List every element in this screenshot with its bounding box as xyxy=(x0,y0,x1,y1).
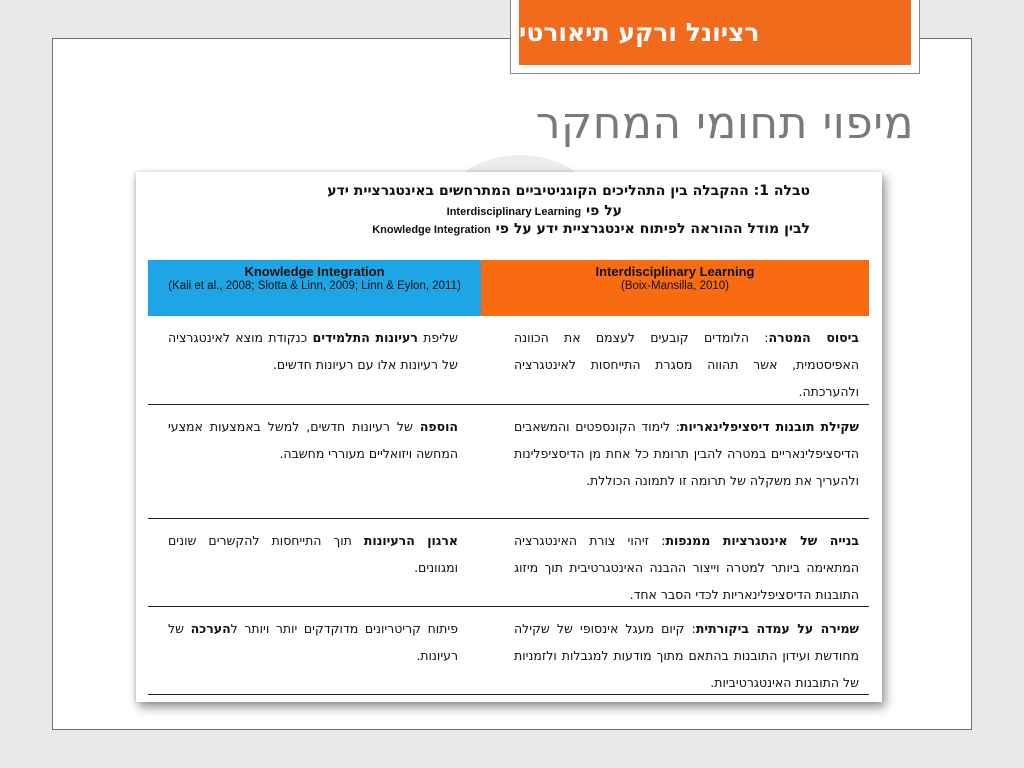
title-tab xyxy=(510,0,920,74)
table-caption-line2 xyxy=(216,204,622,218)
row-cell-right: בנייה של אינטגרציות ממנפות: זיהוי צורת האינטגרציה המתאימה ביותר למטרה וייצור ההבנה האינטגרטיבית תוך מיזוג התובנות הדיסציפלינאריות לכדי הסבר אחד. xyxy=(514,533,859,602)
caption-line2-en: Interdisciplinary Learning xyxy=(446,206,582,218)
caption-line3-he: לבין מודל ההוראה לפיתוח אינטגרציית ידע על פי xyxy=(495,221,810,237)
table-image xyxy=(136,172,882,702)
table-row xyxy=(148,405,869,519)
header-right-title: Interdisciplinary Learning xyxy=(595,264,755,279)
table-caption-line3 xyxy=(216,222,810,236)
row-cell-left: פיתוח קריטריונים מדוקדקים יותר ויותר להערכה של רעיונות. xyxy=(168,621,459,663)
header-knowledge-integration xyxy=(148,260,481,316)
caption-line2-he: על פי xyxy=(586,203,622,219)
table-row xyxy=(148,607,869,695)
table-caption-line1: טבלה 1: ההקבלה בין התהליכים הקוגניטיביים המתרחשים באינטגרציית ידע xyxy=(327,183,810,199)
header-interdisciplinary-learning xyxy=(481,260,869,316)
table-row xyxy=(148,519,869,607)
caption-line3-en: Knowledge Integration xyxy=(372,224,491,236)
row-cell-left: ארגון הרעיונות תוך התייחסות להקשרים שונים ומגוונים. xyxy=(168,533,458,575)
row-cell-left: הוספה של רעיונות חדשים, למשל באמצעות אמצעי המחשה ויזואליים מעוררי מחשבה. xyxy=(168,419,458,461)
header-left-sub: (Kali et al., 2008; Slotta & Linn, 2009; Linn & Eylon, 2011) xyxy=(168,280,461,292)
row-cell-left: שליפת רעיונות התלמידים כנקודת מוצא לאינטגרציה של רעיונות אלו עם רעיונות חדשים. xyxy=(168,330,458,372)
table-row xyxy=(148,316,869,405)
title-tab-label: רציונל ורקע תיאורטי xyxy=(519,0,911,65)
header-right-sub: (Boix-Mansilla, 2010) xyxy=(620,280,729,292)
row-cell-right: ביסוס המטרה: הלומדים קובעים לעצמם את הכוונה האפיסטמית, אשר תהווה מסגרת התייחסות לאינטגרציה ולהערכתה. xyxy=(514,330,859,399)
header-left-title: Knowledge Integration xyxy=(244,264,385,279)
page-heading: מיפוי תחומי המחקר xyxy=(535,98,914,149)
row-cell-right: שמירה על עמדה ביקורתית: קיום מעגל אינסופי של שקילה מחודשת ועידון התובנות בהתאם מתוך מודעות למגבלות ולזמניות של התובנות האינטגרטיביות. xyxy=(514,621,859,690)
row-cell-right: שקילת תובנות דיסציפלינאריות: לימוד הקונספטים והמשאבים הדיסציפלינאריים במטרה להבין תרומת כל אחת מן הדיסציפלינות ולהעריך את משקלה של תרומה זו לתמונה הכוללת. xyxy=(514,419,860,488)
